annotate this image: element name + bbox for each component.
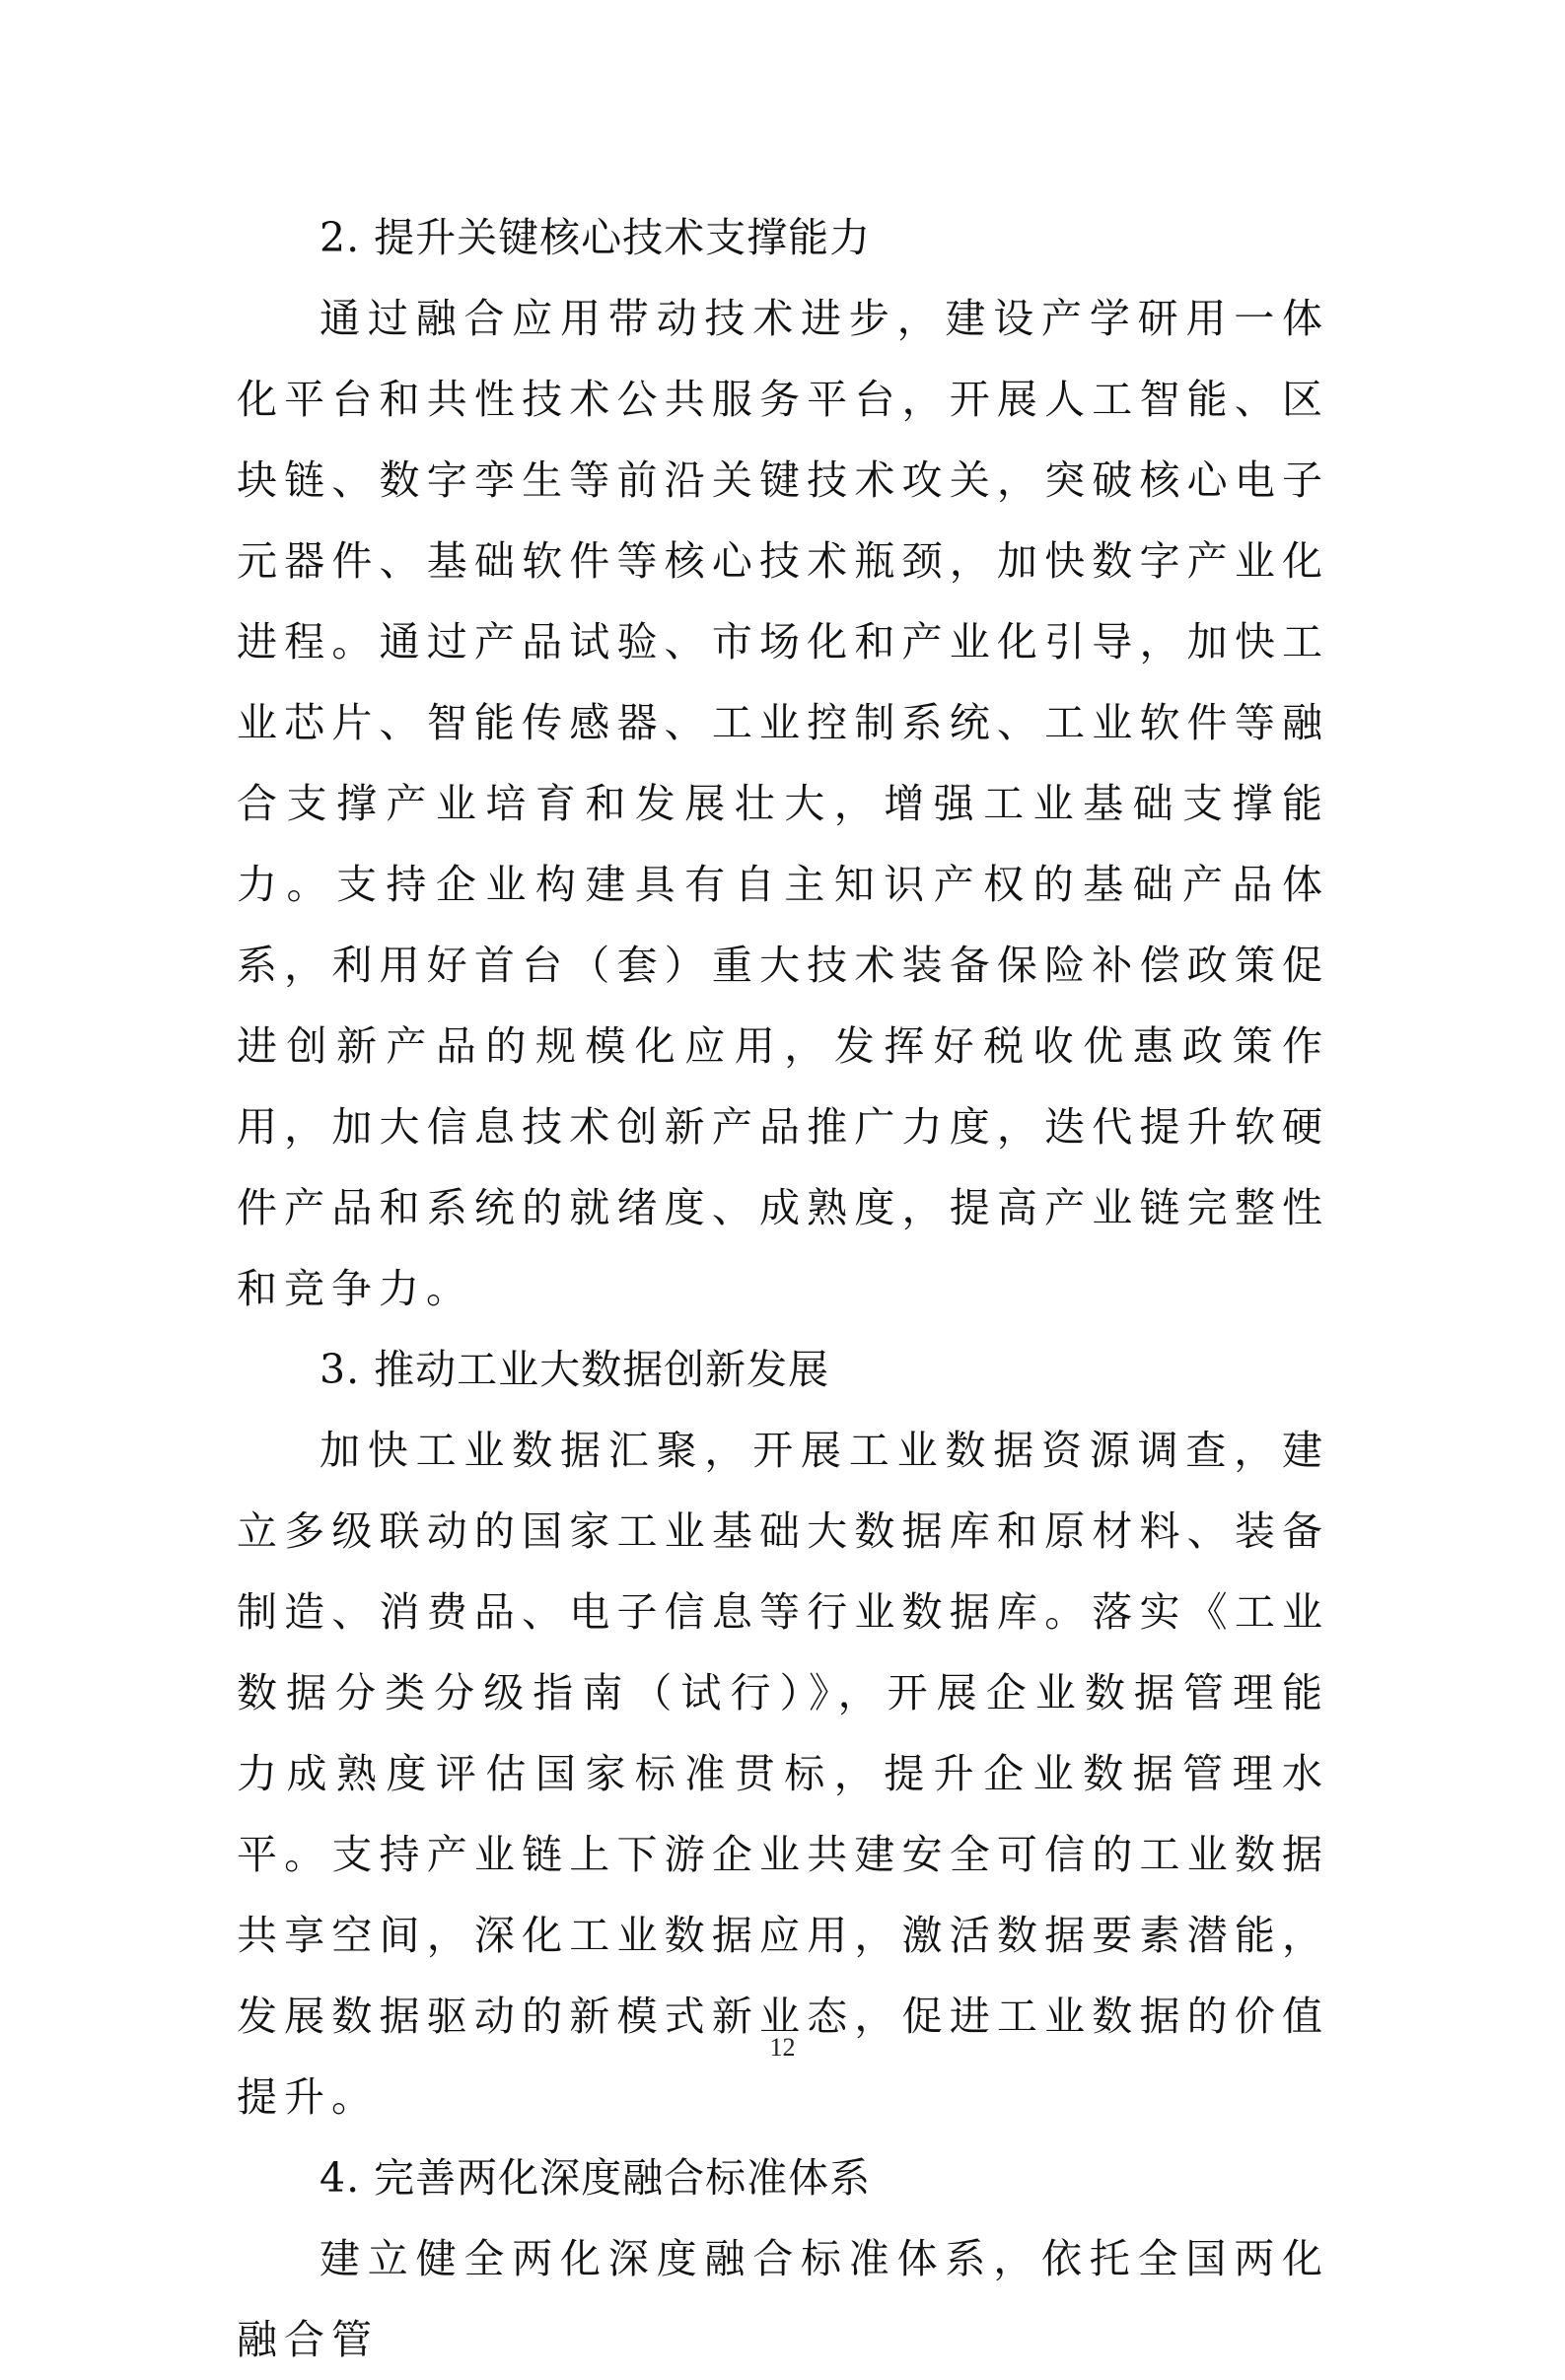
section-body-4: 建立健全两化深度融合标准体系，依托全国两化融合管 [237,2235,1329,2363]
section-heading-4: 4. 完善两化深度融合标准体系 [320,2154,872,2202]
section-body-2: 通过融合应用带动技术进步，建设产学研用一体化平台和共性技术公共服务平台，开展人工智能、区块链、数字孪生等前沿关键技术攻关，突破核心电子元器件、基础软件等核心技术瓶颈，加快数字产业化进程。通过产品试验、市场化和产业化引导，加快工业芯片、智能传感器、工业控制系统、工业软件等融合支撑产业培育和发展壮大，增强工业基础支撑能力。支持企业构建具有自主知识产权的基础产品体系，利用好首台（套）重大技术装备保险补偿政策促进创新产品的规模化应用，发挥好税收优惠政策作用，加大信息技术创新产品推广力度，迭代提升软硬件产品和系统的就绪度、成熟度，提高产业链完整性和竞争力。 [237,295,1329,1312]
page-number: 12 [769,2033,796,2062]
section-heading-3: 3. 推动工业大数据创新发展 [320,1346,830,1393]
section-body-3: 加快工业数据汇聚，开展工业数据资源调查，建立多级联动的国家工业基础大数据库和原材料、装备制造、消费品、电子信息等行业数据库。落实《工业数据分类分级指南（试行）》，开展企业数据管理能力成熟度评估国家标准贯标，提升企业数据管理水平。支持产业链上下游企业共建安全可信的工业数据共享空间，深化工业数据应用，激活数据要素潜能，发展数据驱动的新模式新业态，促进工业数据的价值提升。 [237,1427,1329,2121]
section-heading-2: 2. 提升关键核心技术支撑能力 [320,214,872,261]
